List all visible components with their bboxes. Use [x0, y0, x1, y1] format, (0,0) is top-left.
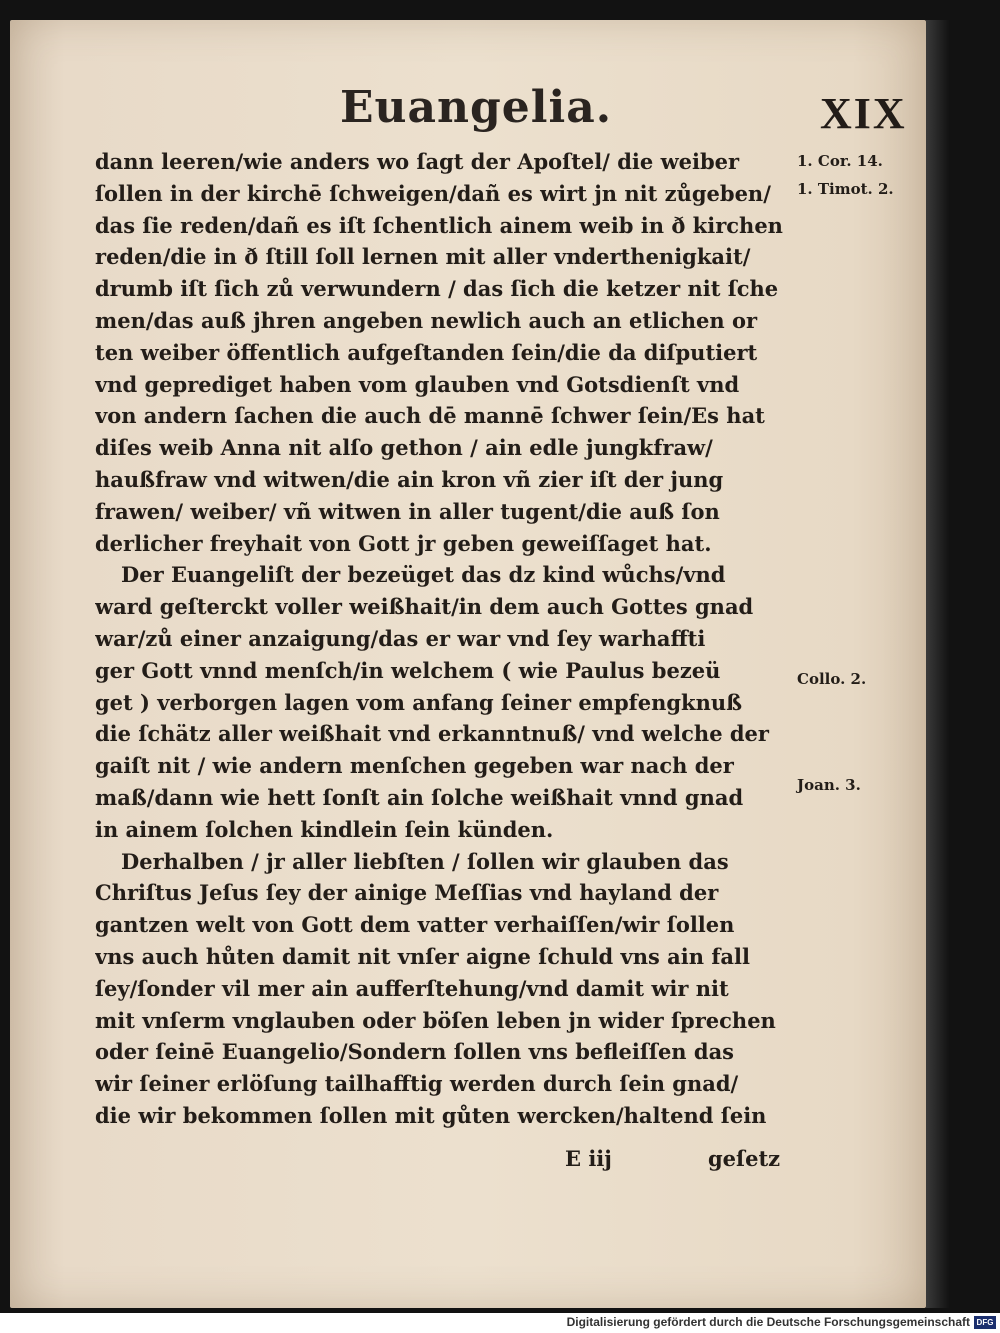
text-line: ger Gott vnnd menſch/in welchem ( wie Paulus bezeü	[95, 657, 721, 683]
text-line: ten weiber öffentlich aufgeſtanden ſein/die da diſputiert	[95, 339, 758, 365]
text-line: drumb iſt ſich zů verwundern / das ſich die ketzer nit ſche	[95, 276, 779, 302]
text-line: ſollen in der kirchē ſchweigen/dañ es wirt jn nit zůgeben/	[95, 180, 771, 206]
catchword: geſetz	[708, 1146, 781, 1171]
text-line: die wir bekommen ſollen mit gůten wercken/haltend ſein	[95, 1102, 767, 1128]
text-line: reden/die in ð ſtill ſoll lernen mit aller vnderthenigkait/	[95, 244, 751, 270]
text-line: maß/dann wie hett ſonſt ain ſolche weißhait vnnd gnad	[95, 784, 744, 810]
text-line: die ſchätz aller weißhait vnd erkanntnuß/ vnd welche der	[95, 721, 769, 747]
text-line: war/zů einer anzaigung/das er war vnd ſey warhaffti	[95, 625, 706, 651]
text-line: ſey/ſonder vil mer ain aufferſtehung/vnd damit wir nit	[95, 975, 729, 1001]
text-line: ward geſterckt voller weißhait/in dem auch Gottes gnad	[95, 594, 754, 620]
margin-note: Joan. 3.	[797, 776, 861, 794]
text-line: mit vnſerm vnglauben oder böſen leben jn wider ſprechen	[95, 1007, 776, 1033]
text-line: oder ſeinē Euangelio/Sondern ſollen vns befleiſſen das	[95, 1039, 735, 1065]
folio-number: XIX	[820, 89, 907, 138]
text-line: vnd geprediget haben vom glauben vnd Gotsdienſt vnd	[95, 371, 740, 397]
text-line: gaiſt nit / wie andern menſchen gegeben war nach der	[95, 753, 734, 779]
body-text-block	[95, 146, 795, 1132]
text-line: wir ſeiner erlöſung tailhafftig werden durch ſein gnad/	[95, 1071, 739, 1097]
text-line: in ainem ſolchen kindlein ſein künden.	[95, 816, 554, 842]
text-line: Derhalben / jr aller liebſten / ſollen wir glauben das	[121, 848, 729, 874]
margin-note: 1. Timot. 2.	[797, 180, 894, 198]
text-line: Chriſtus Jeſus ſey der ainige Meſſias vnd hayland der	[95, 880, 719, 906]
digitization-footer	[0, 1313, 1000, 1333]
page-edge-shadow	[926, 20, 950, 1308]
margin-note: Collo. 2.	[797, 670, 867, 688]
margin-note: 1. Cor. 14.	[797, 152, 883, 170]
text-line: von andern ſachen die auch dē mannē ſchwer ſein/Es hat	[95, 403, 765, 429]
text-line: vns auch hůten damit nit vnſer aigne ſchuld vns ain fall	[95, 943, 750, 969]
text-line: gantzen welt von Gott dem vatter verhaiſſen/wir ſollen	[95, 912, 735, 938]
text-line: get ) verborgen lagen vom anfang ſeiner empfengknuß	[95, 689, 743, 715]
running-title: Euangelia.	[340, 82, 613, 133]
text-line: men/das auß jhren angeben newlich auch an etlichen or	[95, 307, 758, 333]
text-line: frawen/ weiber/ vñ witwen in aller tugent/die auß ſon	[95, 498, 720, 524]
signature-mark: E iij	[565, 1146, 612, 1171]
text-line: Der Euangeliſt der bezeüget das dz kind wůchs/vnd	[121, 562, 726, 588]
text-line: das ſie reden/dañ es iſt ſchentlich ainem weib in ð kirchen	[95, 212, 783, 238]
text-line: diſes weib Anna nit alſo gethon / ain edle jungkfraw/	[95, 435, 713, 461]
text-line: derlicher freyhait von Gott jr geben geweiſſaget hat.	[95, 530, 712, 556]
text-line: haußfraw vnd witwen/die ain kron vñ zier iſt der jung	[95, 466, 724, 492]
footer-credit: Digitalisierung gefördert durch die Deutsche Forschungsgemeinschaft	[566, 1315, 970, 1329]
text-line: dann leeren/wie anders wo ſagt der Apoſtel/ die weiber	[95, 149, 740, 174]
dfg-logo-icon: DFG	[974, 1316, 996, 1329]
